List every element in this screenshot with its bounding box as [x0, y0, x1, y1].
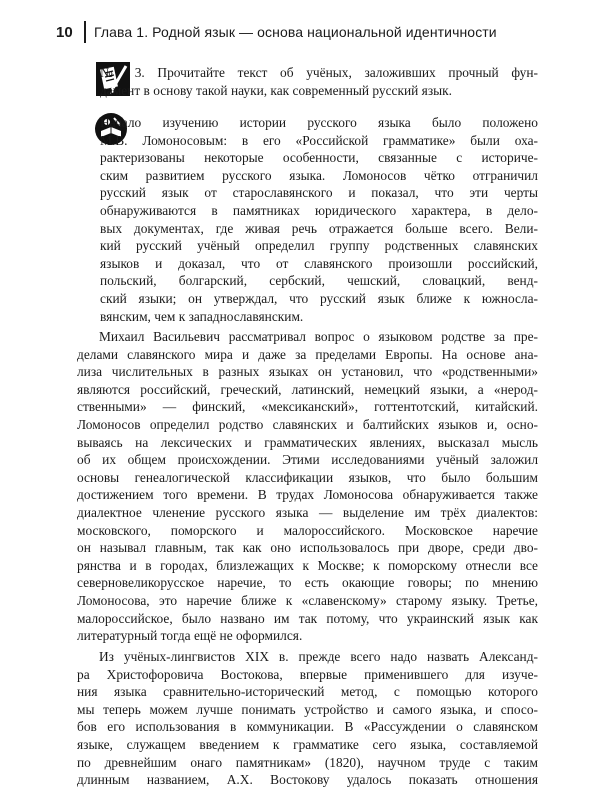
text-line: Ломоносов определил родство славянских и балтийских языков и, осно-	[77, 416, 538, 432]
text-line: он называл главным, так как оно использовалось при дворе, среди дво-	[77, 540, 538, 556]
text-line: литературный тогда ещё не оформился.	[77, 628, 303, 644]
text-line: Начало изучению истории русского языка было положено	[100, 115, 538, 130]
text-line: делами славянского мира и даже за пределами Европы. На основе ана-	[77, 346, 538, 362]
text-line: обнаруживаются в памятниках юридического характера, в дело-	[100, 202, 538, 218]
text-line: ния языка сравнительно-исторический метод, с помощью которого	[77, 684, 538, 700]
text-line: по древнейшим онаго памятникам» (1820), научном труде с таким	[77, 754, 538, 770]
text-line: длинным названием, А.Х. Востокову удалось показать отношения	[77, 772, 538, 788]
text-line: ственными» — финский, «мексиканский», готтентотский, китайский.	[77, 399, 538, 415]
page-number: 10	[56, 23, 73, 41]
task-line: № 3. Прочитайте текст об учёных, заложивших прочный фун-	[100, 65, 538, 80]
text-line: М.В. Ломоносовым: в его «Российской грамматике» были оха-	[100, 132, 538, 148]
vostokov-paragraph	[77, 648, 538, 789]
text-line: вых документах, где живая речь отражается больше всего. Вели-	[100, 220, 538, 236]
text-line: рянства и в городах, близлежащих к Москве; к поморскому отнесли все	[77, 557, 538, 573]
text-line: ский языки; он утверждал, что русский язык ближе к южносла-	[100, 290, 538, 306]
text-line: московского, поморского и малороссийского. Московское наречие	[77, 522, 538, 538]
task-text	[100, 64, 538, 99]
text-line: ским развитием русского языка. Ломоносов чётко отграничил	[100, 167, 538, 183]
text-line: вянским, чем к западнославянским.	[100, 308, 304, 324]
text-line: русский язык от старославянского и показал, что эти черты	[100, 185, 538, 201]
text-line: Из учёных-лингвистов XIX в. прежде всего надо назвать Александ-	[99, 649, 538, 664]
text-line: языков и доказал, что от славянского произошли российский,	[100, 255, 538, 271]
text-line: рактеризованы некоторые особенности, связанные с историче-	[100, 150, 538, 166]
text-line: северновеликорусское наречие, то есть окающие говоры; по мнению	[77, 575, 538, 591]
text-line: об их общем происхождении. Этими исследованиями учёный заложил	[77, 452, 538, 468]
text-line: вываясь на лексических и грамматических явлениях, высказал мысль	[77, 434, 538, 450]
text-line: являются российский, греческий, латинский, немецкий языки, а «нерод-	[77, 381, 538, 397]
header-divider	[84, 21, 86, 43]
text-line: языке, служащем введением к грамматике сего языка, составляемой	[77, 736, 538, 752]
text-line: лиза числительных в разных языках он установил, что «родственными»	[77, 364, 538, 380]
intro-paragraph	[100, 114, 538, 325]
text-line: бов его использования в коммуникации. В «Рассуждении о славянском	[77, 719, 538, 735]
text-line: основы генеалогической классификации языков, что было большим	[77, 469, 538, 485]
text-line: малороссийское, было названо им так потому, что украинский язык как	[77, 610, 538, 626]
text-line: диалектное членение русского языка — выделение им трёх диалектов:	[77, 504, 538, 520]
chapter-title: Глава 1. Родной язык — основа национальной идентичности	[94, 24, 497, 40]
text-line: Ломоносова, это наречие ближе к «славенскому» старому языку. Третье,	[77, 592, 538, 608]
lomonosov-paragraph	[77, 328, 538, 645]
text-line: польский, болгарский, сербский, чешский, словацкий, венд-	[100, 273, 538, 289]
text-line: Михаил Васильевич рассматривал вопрос о языковом родстве за пре-	[99, 329, 538, 344]
task-line: дамент в основу такой науки, как современный русский язык.	[100, 82, 452, 98]
text-line: ра Христофоровича Востокова, впервые применившего для изуче-	[77, 666, 538, 682]
text-line: кий русский учёный определил группу родственных славянских	[100, 238, 538, 254]
text-line: достижением того времени. В трудах Ломоносова обнаруживается также	[77, 487, 538, 503]
text-line: мы теперь можем лучше понимать устройство и самого языка, и спосо-	[77, 701, 538, 717]
page-header	[56, 22, 497, 42]
